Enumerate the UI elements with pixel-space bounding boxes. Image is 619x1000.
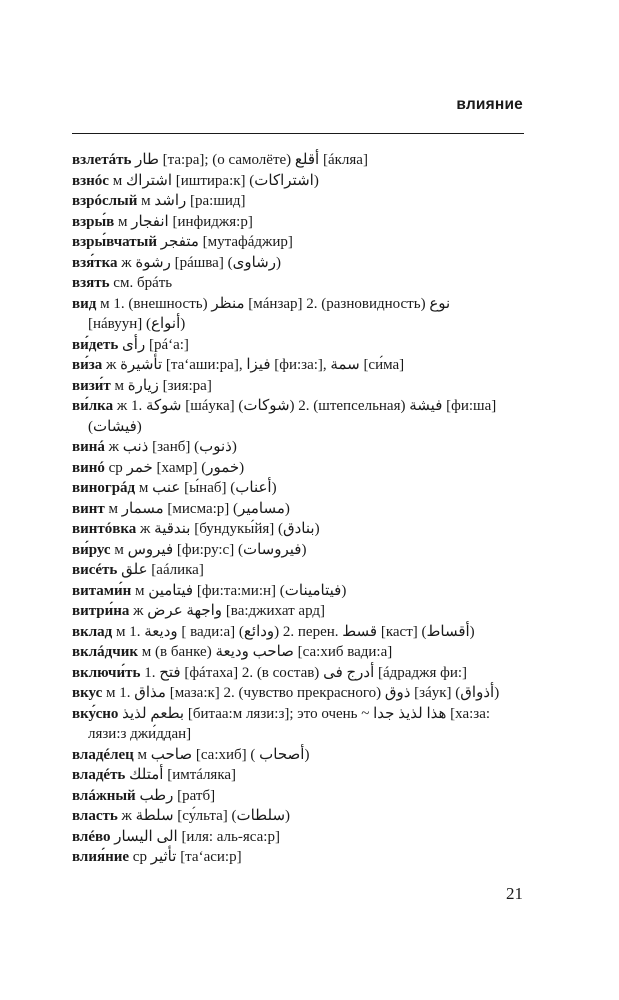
dictionary-entry — [72, 273, 524, 294]
dictionary-entry — [72, 191, 524, 212]
entry-headword: винтóвка — [72, 521, 137, 537]
dictionary-entry — [72, 663, 524, 684]
dictionary-entry — [72, 581, 524, 602]
entry-headword: взрóслый — [72, 193, 138, 209]
entry-definition: رأى [рá‘а:] — [118, 336, 189, 353]
entry-continuation: [нáвуун] (أنواع) — [88, 316, 186, 332]
entry-headword: визи́т — [72, 377, 111, 394]
dictionary-entry — [72, 376, 524, 397]
dictionary-entry — [72, 294, 524, 335]
entry-definition: м فيتامين [фи:та:ми:н] (فيتامينات) — [131, 582, 347, 599]
entry-definition: ср خمر [хамр] (خمور) — [104, 459, 245, 476]
dictionary-entry — [72, 335, 524, 356]
entry-headword: взнóс — [72, 172, 109, 189]
dictionary-entry — [72, 601, 524, 622]
entry-headword: власть — [72, 808, 118, 824]
entry-headword: взры́вчатый — [72, 234, 158, 250]
dictionary-entry — [72, 642, 524, 663]
entry-continuation: лязи:з джи́ддан] — [88, 726, 192, 742]
dictionary-entry — [72, 827, 524, 848]
entry-headword: владéлец — [72, 746, 134, 763]
entry-definition: علق [аáлика] — [117, 562, 204, 578]
entry-headword: влáжный — [72, 787, 136, 804]
entry-definition: м 1. وديعة [ вади:а] (ودائع) 2. перен. قسط [каст] (أقساط) — [112, 623, 475, 640]
entry-definition: ж واجهة عرض [ва:джихат ард] — [129, 603, 326, 619]
entry-headword: вклад — [72, 623, 113, 640]
entry-headword: взять — [72, 275, 110, 291]
dictionary-entry — [72, 253, 524, 274]
dictionary-entry — [72, 478, 524, 499]
entry-headword: вид — [72, 295, 97, 312]
dictionary-entry — [72, 519, 524, 540]
entry-definition: ж 1. شوكة [шáука] (شوكات) 2. (штепсельная) فيشة [фи:ша] — [113, 398, 497, 414]
dictionary-entry — [72, 171, 524, 192]
entry-headword: винá — [72, 439, 105, 455]
entry-definition: متفجر [мутафáджир] — [157, 234, 293, 250]
entry-headword: ви́за — [72, 357, 103, 373]
entry-headword: виногрáд — [72, 480, 136, 496]
entry-definition: 1. فتح [фáтаха] 2. (в состав) أدرج فى [áдраджя фи:] — [140, 664, 468, 681]
entry-definition: طار [та:ра]; (о самолёте) أقلع [áкляа] — [131, 152, 368, 168]
entry-definition: м زيارة [зия:ра] — [110, 377, 212, 394]
dictionary-entry — [72, 150, 524, 171]
dictionary-entry — [72, 355, 524, 376]
entry-definition: الى اليسار [иля: аль-яса:р] — [110, 828, 280, 845]
entry-headword: витами́н — [72, 582, 132, 599]
running-head: влияние — [456, 96, 523, 113]
entry-definition: м انفجار [инфиджя:р] — [114, 213, 253, 230]
entry-headword: винó — [72, 459, 105, 476]
entry-headword: влéво — [72, 828, 111, 845]
entry-headword: ви́лка — [72, 398, 114, 414]
entry-definition: м 1. (внешность) منظر [мáнзар] 2. (разновидность) نوع — [96, 295, 451, 312]
entry-headword: владéть — [72, 767, 126, 783]
dictionary-entry — [72, 622, 524, 643]
entry-definition: м 1. مذاق [маза:к] 2. (чувство прекрасного) ذوق [зáук] (أذواق) — [102, 685, 500, 701]
dictionary-entries — [72, 150, 524, 868]
dictionary-entry — [72, 683, 524, 704]
entry-headword: взлетáть — [72, 152, 132, 168]
entry-headword: взя́тка — [72, 254, 118, 271]
dictionary-entry — [72, 786, 524, 807]
entry-definition: см. брáть — [109, 275, 173, 291]
entry-headword: вку́сно — [72, 705, 119, 722]
entry-headword: винт — [72, 500, 105, 517]
dictionary-entry — [72, 806, 524, 827]
dictionary-entry — [72, 560, 524, 581]
entry-definition: м مسمار [мисма:р] (مسامير) — [104, 500, 290, 517]
page-number: 21 — [506, 884, 523, 903]
dictionary-entry — [72, 437, 524, 458]
entry-headword: включи́ть — [72, 664, 141, 681]
entry-headword: висéть — [72, 562, 118, 578]
entry-headword: влия́ние — [72, 849, 130, 865]
dictionary-entry — [72, 745, 524, 766]
entry-definition: ж سلطة [су́льта] (سلطات) — [117, 808, 291, 824]
entry-headword: взры́в — [72, 213, 115, 230]
entry-headword: витри́на — [72, 603, 130, 619]
dictionary-entry — [72, 212, 524, 233]
entry-definition: ср تأثير [та‘аси:р] — [129, 849, 242, 865]
entry-definition: بطعم لذيذ [битаа:м лязи:з]; это очень ~ هذا لذيذ جدا [ха:за: — [118, 705, 491, 722]
dictionary-entry — [72, 847, 524, 868]
entry-continuation: (فيشات) — [88, 418, 142, 435]
entry-definition: ж رشوة [рáшва] (رشاوى) — [117, 254, 281, 271]
entry-definition: ж تأشيرة [та‘аши:ра], فيزا [фи:за:], سمة [си́ма] — [102, 357, 405, 373]
entry-definition: м اشتراك [иштира:к] (اشتراكات) — [108, 172, 319, 189]
entry-definition: ж بندقية [бундукы́йя] (بنادق) — [136, 521, 320, 537]
entry-definition: м فيروس [фи:ру:с] (فيروسات) — [110, 541, 307, 558]
entry-definition: м عنب [ы́наб] (أعناب) — [135, 480, 277, 496]
dictionary-entry — [72, 458, 524, 479]
entry-definition: ж ذنب [занб] (ذنوب) — [104, 439, 237, 455]
entry-definition: رطب [ратб] — [135, 787, 216, 804]
entry-headword: ви́рус — [72, 541, 111, 558]
dictionary-entry — [72, 704, 524, 745]
entry-headword: ви́деть — [72, 336, 119, 353]
header-rule — [72, 133, 524, 134]
dictionary-entry — [72, 232, 524, 253]
dictionary-entry — [72, 765, 524, 786]
entry-definition: м راشد [ра:шид] — [137, 193, 246, 209]
dictionary-entry — [72, 396, 524, 437]
entry-definition: أمتلك [имтáляка] — [125, 767, 237, 783]
entry-headword: вклáдчик — [72, 644, 138, 660]
entry-definition: м صاحب [са:хиб] ( أصحاب) — [133, 746, 310, 763]
entry-headword: вкус — [72, 685, 103, 701]
entry-definition: м (в банке) صاحب وديعة [са:хиб вади:а] — [138, 644, 393, 660]
dictionary-entry — [72, 540, 524, 561]
dictionary-entry — [72, 499, 524, 520]
